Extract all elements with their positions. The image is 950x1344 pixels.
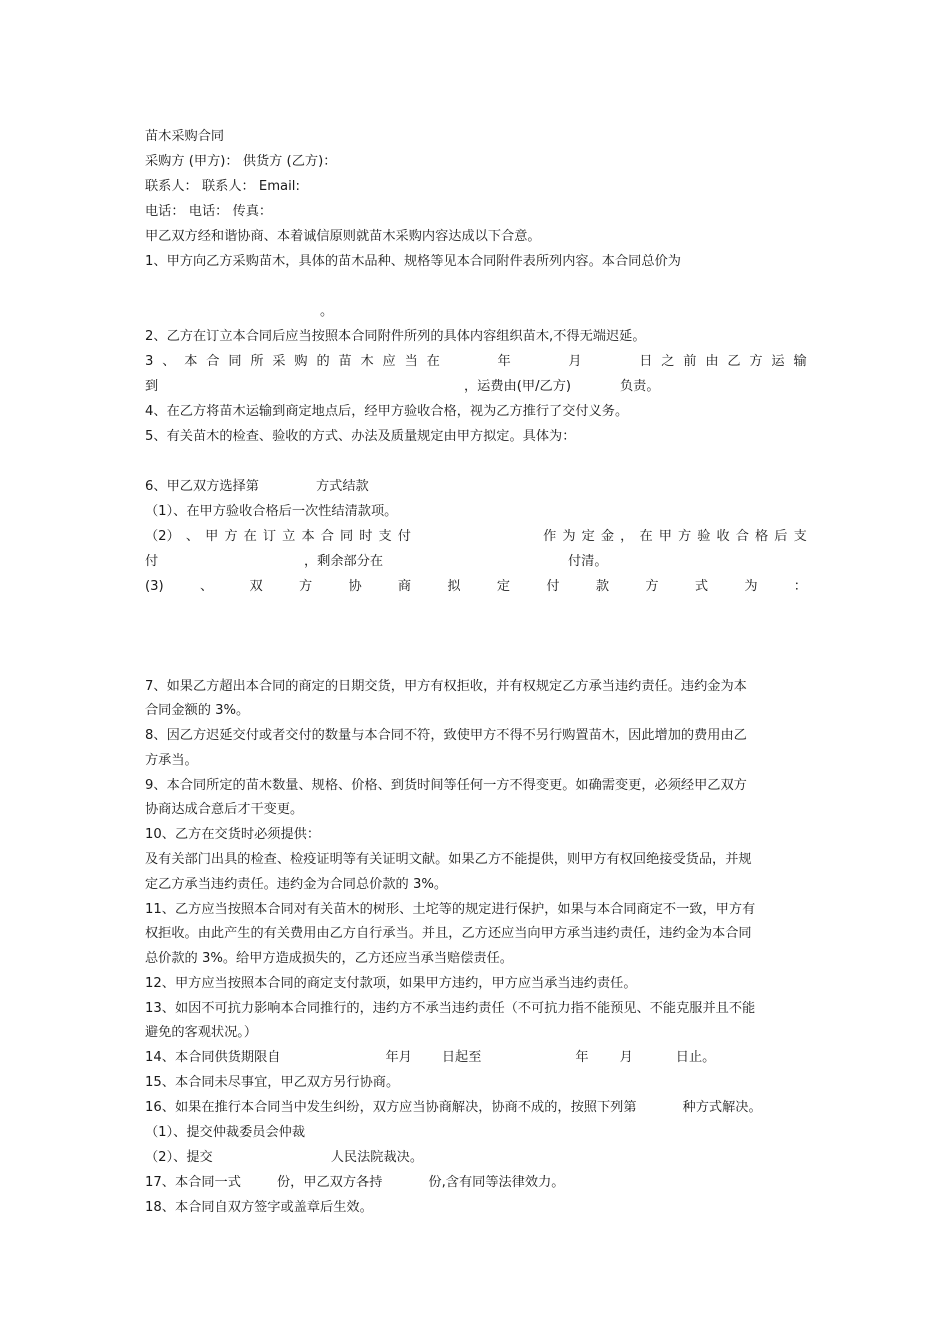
clause-3-char: 3 <box>145 354 154 369</box>
clause-2: 2、乙方在订立本合同后应当按照本合同附件所列的具体内容组织苗木,不得无端迟延。 <box>145 329 646 344</box>
clause-6-2-char: 订 <box>262 529 277 544</box>
clause-3-char: 采 <box>272 354 286 369</box>
clause-3-char: 、 <box>162 354 176 369</box>
clause-6-3-char: (3) <box>145 579 164 594</box>
clause-3-line-2c: 负责。 <box>620 379 660 394</box>
blank-gap <box>590 353 630 371</box>
clause-3-char: 当 <box>404 354 418 369</box>
clause-3-char: 购 <box>294 354 308 369</box>
clause-6-3-char: 款 <box>595 579 610 594</box>
clause-1: 1、甲方向乙方采购苗木，具体的苗木品种、规格等见本合同附件表所列内容。本合同总价为 <box>145 254 681 269</box>
clause-6-2-char: 格 <box>755 529 769 544</box>
clause-11-line-1: 11、乙方应当按照本合同对有关苗木的树形、土坨等的规定进行保护，如果与本合同商定不一致，甲方有 <box>145 902 756 917</box>
clause-6-3-char: 双 <box>249 579 263 594</box>
clause-12: 12、甲方应当按照本合同的商定支付款项，如果甲方违约，甲方应当承当违约责任。 <box>145 976 637 991</box>
clause-6b: 方式结款 <box>316 479 369 494</box>
clause-3-line-2a: 到 <box>145 379 159 394</box>
clause-3-char: 前 <box>683 354 697 369</box>
clause-9-line-1: 9、本合同所定的苗木数量、规格、价格、到货时间等任何一方不得变更。如确需变更，必须经甲乙双方 <box>145 778 747 793</box>
clause-3-char: 方 <box>749 354 763 369</box>
clause-6-3-char: 方 <box>645 579 659 594</box>
clause-16-text: 种方式解决。 <box>682 1100 762 1115</box>
clause-17-text: 17、本合同一式 <box>145 1175 241 1190</box>
parties-line: 采购方 (甲方)： 供货方 (乙方)： <box>145 154 337 169</box>
clause-6-2-char: 本 <box>301 529 315 544</box>
clause-16-2 <box>145 1149 423 1167</box>
clause-5: 5、有关苗木的检查、验收的方式、办法及质量规定由甲方拟定。具体为： <box>145 429 576 444</box>
clause-6-2-char: 方 <box>224 529 238 544</box>
blank-gap <box>520 353 560 371</box>
clause-6-3-char: 协 <box>348 579 362 594</box>
clause-4: 4、在乙方将苗木运输到商定地点后，经甲方验收合格，视为乙方推行了交付义务。 <box>145 404 629 419</box>
clause-6-2-char: 支 <box>378 529 392 544</box>
clause-3-char: 输 <box>793 354 807 369</box>
clause-6-2-char: 立 <box>282 529 296 544</box>
clause-3-char: 同 <box>228 354 242 369</box>
clause-13-line-1: 13、如因不可抗力影响本合同推行的，违约方不承当违约责任（不可抗力指不能预见、不能克服并且不能 <box>145 1001 756 1016</box>
clause-6-2-char: 方 <box>677 529 692 544</box>
clause-16-text: 16、如果在推行本合同当中发生纠纷，双方应当协商解决，协商不成的，按照下列第 <box>145 1100 637 1115</box>
clause-6-3-char: 定 <box>496 579 511 594</box>
clause-6-2-char: 定 <box>581 529 595 544</box>
clause-6-2-char: 收 <box>716 529 730 544</box>
clause-3-char: 合 <box>206 354 220 369</box>
clause-14-text: 年 <box>575 1050 589 1065</box>
clause-18: 18、本合同自双方签字或盖章后生效。 <box>145 1200 373 1215</box>
clause-6-3-char: ： <box>793 579 807 594</box>
clause-6-2-char: （2） <box>145 529 180 544</box>
clause-6-2-char: 为 <box>562 529 576 544</box>
clause-16-2-text: 人民法院裁决。 <box>330 1150 424 1165</box>
intro-line: 甲乙双方经和谐协商、本着诚信原则就苗木采购内容达成以下合意。 <box>145 229 541 244</box>
clause-6-1: （1）、在甲方验收合格后一次性结清款项。 <box>145 504 398 519</box>
clause-6-2-char: 支 <box>793 529 807 544</box>
clause-3-char: 由 <box>705 354 719 369</box>
clause-3-char: 本 <box>184 354 198 369</box>
clause-6-2-line-2c: 付清。 <box>568 554 608 569</box>
clause-9-line-2: 协商达成合意后才干变更。 <box>145 802 304 817</box>
clause-6-3-char: 、 <box>199 579 214 594</box>
clause-3-char: 木 <box>360 354 374 369</box>
clause-6-2-char: 甲 <box>205 529 219 544</box>
blank-gap <box>417 528 537 546</box>
clause-6-2-char: 在 <box>639 529 653 544</box>
clause-8-line-2: 方承当。 <box>145 753 198 768</box>
clause-7-line-1: 7、如果乙方超出本合同的商定的日期交货，甲方有权拒收，并有权规定乙方承当违约责任。违约金为本 <box>145 679 747 694</box>
clause-16-1: （1）、提交仲裁委员会仲裁 <box>145 1125 306 1140</box>
contacts-line: 联系人： 联系人： Email: <box>145 179 300 194</box>
clause-3-line-1 <box>145 353 807 371</box>
clause-14-text: 月 <box>619 1050 633 1065</box>
clause-6-3-char: 拟 <box>447 579 461 594</box>
clause-6-2-char: 后 <box>774 529 788 544</box>
clause-1-end: 。 <box>320 304 334 319</box>
clause-3-char: 所 <box>250 354 264 369</box>
clause-13-line-2: 避免的客观状况。） <box>145 1025 258 1040</box>
clause-14 <box>145 1049 715 1067</box>
clause-6-3-char: 方 <box>298 579 313 594</box>
clause-10-line-1: 10、乙方在交货时必须提供： <box>145 827 321 842</box>
clause-14-text: 年月 <box>385 1050 412 1065</box>
clause-6-3-char: 商 <box>397 579 412 594</box>
clause-17-text: 份，甲乙双方各持 <box>276 1175 383 1190</box>
clause-10-line-2: 及有关部门出具的检查、检疫证明等有关证明文献。如果乙方不能提供，则甲方有权回绝接受货品，并规 <box>145 852 752 867</box>
clause-16-2-text: （2）、提交 <box>145 1150 213 1165</box>
clause-6a: 6、甲乙双方选择第 <box>145 479 259 494</box>
clause-6-2-char: 同 <box>339 529 354 544</box>
clause-3-char: 年 <box>497 354 511 369</box>
clause-11-line-3: 总价款的 3%。给甲方造成损失的，乙方还应当承当赔偿责任。 <box>145 951 513 966</box>
clause-3-char: 苗 <box>338 354 352 369</box>
clause-3-char: 乙 <box>727 354 741 369</box>
clause-17 <box>145 1174 564 1192</box>
clause-14-text: 日起至 <box>441 1050 482 1065</box>
clause-6-2-char: 验 <box>697 529 711 544</box>
clause-6-2-char: ， <box>620 529 634 544</box>
clause-6-3 <box>145 578 807 596</box>
clause-6-2-line-2a: 付 <box>145 554 159 569</box>
clause-6-3-char: 式 <box>694 579 709 594</box>
clause-10-line-3: 定乙方承当违约责任。违约金为合同总价款的 3%。 <box>145 877 448 892</box>
clause-11-line-2: 权拒收。由此产生的有关费用由乙方自行承当。并且，乙方还应当向甲方承当违约责任，违约金为本合同 <box>145 926 752 941</box>
clause-3-line-2b: ，运费由(甲/乙方) <box>464 379 572 394</box>
clause-6-2-char: 、 <box>185 529 200 544</box>
clause-6-2-char: 合 <box>320 529 334 544</box>
clause-17-text: 份,含有同等法律效力。 <box>428 1175 565 1190</box>
clause-3-char: 月 <box>568 354 582 369</box>
phones-line: 电话： 电话： 传真： <box>145 204 273 219</box>
clause-3-char: 日 <box>639 354 653 369</box>
clause-7-line-2: 合同金额的 3%。 <box>145 703 250 718</box>
clause-6-2-char: 付 <box>397 529 411 544</box>
clause-6-3-char: 付 <box>546 579 560 594</box>
clause-3-char: 在 <box>426 354 440 369</box>
clause-6-2-char: 在 <box>243 529 257 544</box>
clause-3-char: 的 <box>316 354 330 369</box>
clause-3-char: 之 <box>661 354 675 369</box>
clause-14-text: 14、本合同供货期限自 <box>145 1050 281 1065</box>
clause-6-2-line-1 <box>145 528 807 546</box>
clause-6-2-line-2b: ，剩余部分在 <box>304 554 384 569</box>
clause-8-line-1: 8、因乙方迟延交付或者交付的数量与本合同不符，致使甲方不得不另行购置苗木，因此增加的费用由乙 <box>145 728 747 743</box>
clause-16 <box>145 1099 762 1117</box>
clause-3-char: 运 <box>771 354 785 369</box>
clause-6-2-char: 金 <box>600 529 615 544</box>
clause-6-2-char: 时 <box>359 529 373 544</box>
clause-3-char: 应 <box>382 354 396 369</box>
clause-6-2-char: 合 <box>735 529 749 544</box>
clause-6-2-char: 作 <box>543 529 557 544</box>
clause-6-3-char: 为 <box>744 579 758 594</box>
clause-14-text: 日止。 <box>675 1050 716 1065</box>
blank-gap <box>449 353 489 371</box>
doc-title: 苗木采购合同 <box>145 129 225 144</box>
clause-6-2-char: 甲 <box>658 529 672 544</box>
clause-15: 15、本合同未尽事宜，甲乙双方另行协商。 <box>145 1075 400 1090</box>
